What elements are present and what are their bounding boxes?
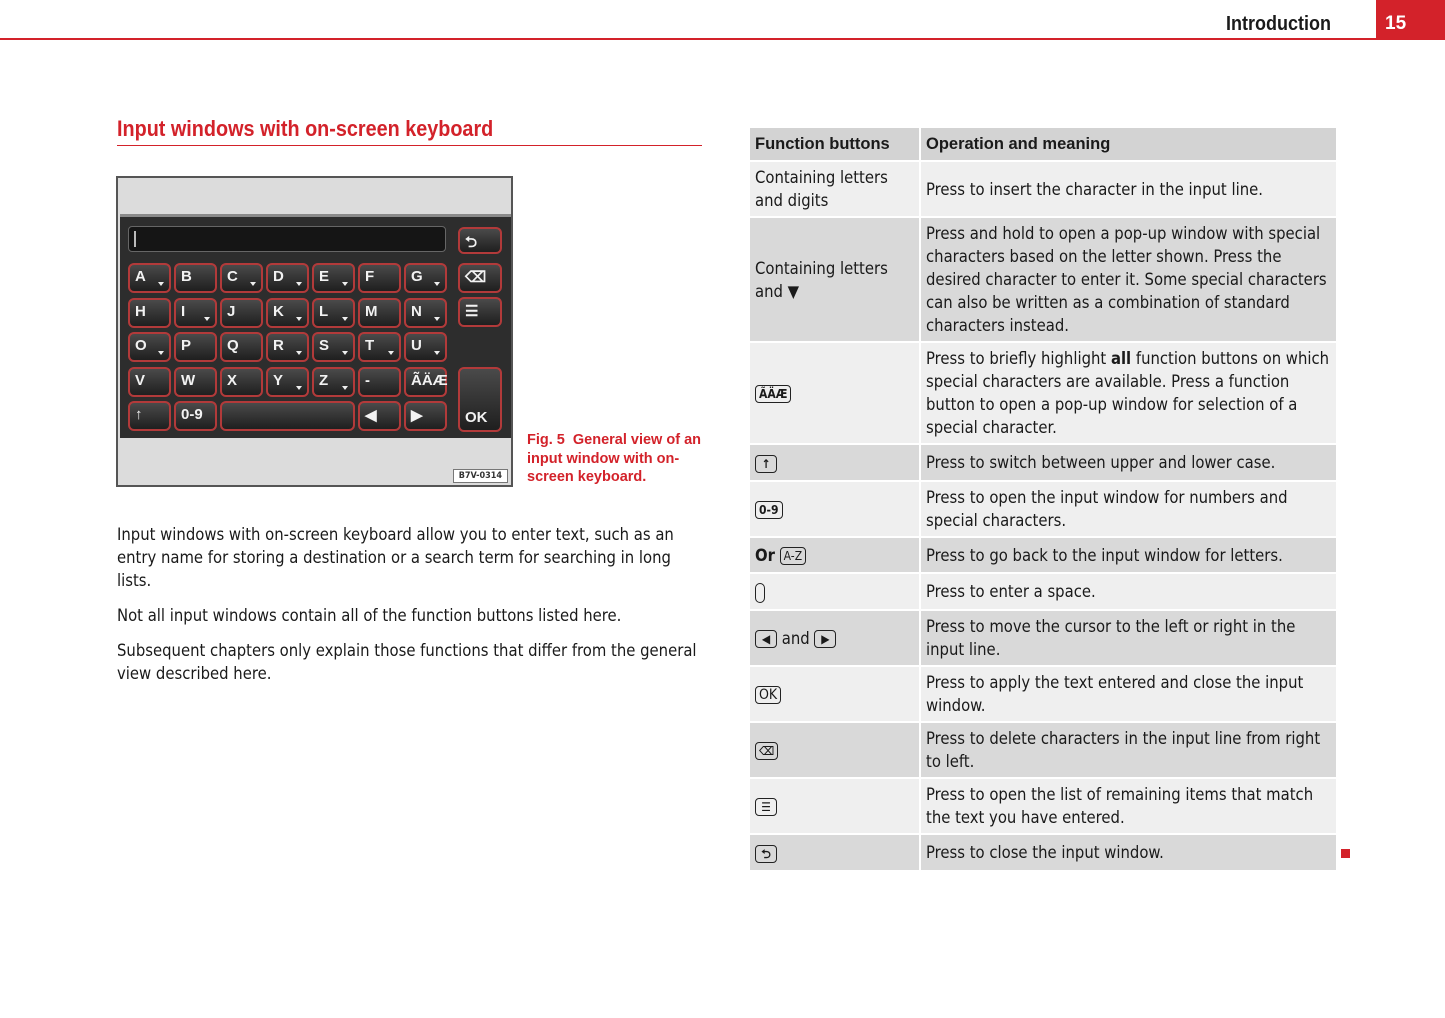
return-icon: ⮌	[755, 845, 777, 863]
backspace-icon: ⌫	[755, 742, 778, 760]
key-p[interactable]: P	[174, 332, 217, 362]
ok-key[interactable]: OK	[458, 367, 502, 432]
meaning-cell: Press and hold to open a pop-up window with special characters based on the letter shown. Press the desired character to enter it. Some special characters can also be written as a combination of standard characters instead.	[921, 218, 1336, 341]
meaning-cell: Press to go back to the input window for letters.	[921, 538, 1336, 572]
key-u[interactable]: U	[404, 332, 447, 362]
page-number: 15	[1376, 0, 1445, 40]
function-cell	[750, 779, 921, 833]
paragraph: Not all input windows contain all of the function buttons listed here.	[117, 606, 622, 625]
section-title: Input windows with on-screen keyboard	[117, 116, 494, 141]
meaning-cell: Press to insert the character in the input line.	[921, 162, 1336, 216]
key-a[interactable]: A	[128, 263, 171, 293]
list-key[interactable]: ☰	[458, 297, 502, 327]
meaning-cell: Press to move the cursor to the left or right in the input line.	[921, 611, 1336, 665]
text: function buttons on which special characters are available. Press a function button to open a pop-up window for selection of a special character.	[926, 349, 1330, 437]
meaning-cell: Press to apply the text entered and close the input window.	[921, 667, 1336, 721]
meaning-cell	[921, 343, 1336, 443]
key-z[interactable]: Z	[312, 367, 355, 397]
key-c[interactable]: C	[220, 263, 263, 293]
key--[interactable]: -	[358, 367, 401, 397]
key-r[interactable]: R	[266, 332, 309, 362]
shift-key[interactable]: ↑	[128, 401, 171, 431]
function-cell	[750, 835, 921, 870]
bold-text: all	[1110, 349, 1132, 368]
key-m[interactable]: M	[358, 298, 401, 328]
space-bar-icon	[755, 583, 765, 603]
key-ãäæ[interactable]: ÃÄÆ	[404, 367, 447, 397]
function-cell	[750, 445, 921, 480]
key-d[interactable]: D	[266, 263, 309, 293]
figure-code: B7V-0314	[453, 469, 508, 483]
key-h[interactable]: H	[128, 298, 171, 328]
caption-text: General view of an input window with on-screen keyboard.	[527, 432, 702, 485]
and-label: and	[781, 628, 810, 648]
function-cell	[750, 482, 921, 536]
key-l[interactable]: L	[312, 298, 355, 328]
arrow-right-icon: ▶	[814, 630, 836, 648]
key-f[interactable]: F	[358, 263, 401, 293]
key-t[interactable]: T	[358, 332, 401, 362]
space-key[interactable]	[220, 401, 355, 431]
figure-caption	[527, 431, 707, 487]
key-j[interactable]: J	[220, 298, 263, 328]
key-g[interactable]: G	[404, 263, 447, 293]
meaning-cell: Press to delete characters in the input line from right to left.	[921, 723, 1336, 777]
on-screen-keyboard	[120, 214, 511, 438]
paragraph: Input windows with on-screen keyboard allow you to enter text, such as an entry name for storing a destination or a search term for searching in long lists.	[117, 525, 674, 590]
section-rule	[117, 145, 702, 146]
back-key[interactable]: ⮌	[458, 227, 502, 254]
key-y[interactable]: Y	[266, 367, 309, 397]
key-e[interactable]: E	[312, 263, 355, 293]
key-i[interactable]: I	[174, 298, 217, 328]
key-x[interactable]: X	[220, 367, 263, 397]
or-label: Or	[755, 545, 775, 565]
cursor-right-key[interactable]: ▶	[404, 401, 447, 431]
numbers-icon: 0-9	[755, 501, 783, 519]
key-s[interactable]: S	[312, 332, 355, 362]
key-q[interactable]: Q	[220, 332, 263, 362]
ok-icon: OK	[755, 686, 781, 704]
meaning-cell: Press to enter a space.	[921, 574, 1336, 609]
function-table	[750, 126, 1336, 872]
numbers-key[interactable]: 0-9	[174, 401, 217, 431]
key-n[interactable]: N	[404, 298, 447, 328]
key-b[interactable]: B	[174, 263, 217, 293]
meaning-cell: Press to close the input window.	[921, 835, 1336, 870]
function-cell	[750, 538, 921, 572]
meaning-cell: Press to switch between upper and lower case.	[921, 445, 1336, 480]
text: Press to briefly highlight	[926, 349, 1111, 368]
column-header: Operation and meaning	[921, 128, 1336, 160]
paragraph: Subsequent chapters only explain those functions that differ from the general view described here.	[117, 641, 697, 683]
column-header: Function buttons	[750, 128, 921, 160]
special-chars-icon: ÃÄÆ	[755, 385, 791, 403]
keyboard-figure	[116, 176, 513, 487]
key-k[interactable]: K	[266, 298, 309, 328]
delete-key[interactable]: ⌫	[458, 263, 502, 293]
function-cell: Containing letters and ▼	[750, 218, 921, 341]
function-cell	[750, 667, 921, 721]
key-w[interactable]: W	[174, 367, 217, 397]
list-icon: ☰	[755, 798, 777, 816]
function-cell	[750, 723, 921, 777]
input-line	[128, 226, 446, 252]
header-rule	[0, 38, 1445, 40]
cursor-left-key[interactable]: ◀	[358, 401, 401, 431]
function-cell	[750, 611, 921, 665]
function-cell: Containing letters and digits	[750, 162, 921, 216]
function-cell	[750, 574, 921, 609]
caption-label: Fig. 5	[527, 432, 565, 448]
key-o[interactable]: O	[128, 332, 171, 362]
chapter-title: Introduction	[1226, 13, 1331, 35]
meaning-cell: Press to open the input window for numbers and special characters.	[921, 482, 1336, 536]
function-cell	[750, 343, 921, 443]
end-of-section-mark	[1341, 849, 1350, 858]
letters-icon: A-Z	[780, 547, 806, 565]
key-v[interactable]: V	[128, 367, 171, 397]
meaning-cell: Press to open the list of remaining items that match the text you have entered.	[921, 779, 1336, 833]
arrow-left-icon: ◀	[755, 630, 777, 648]
shift-arrow-icon: ↑	[755, 455, 777, 473]
